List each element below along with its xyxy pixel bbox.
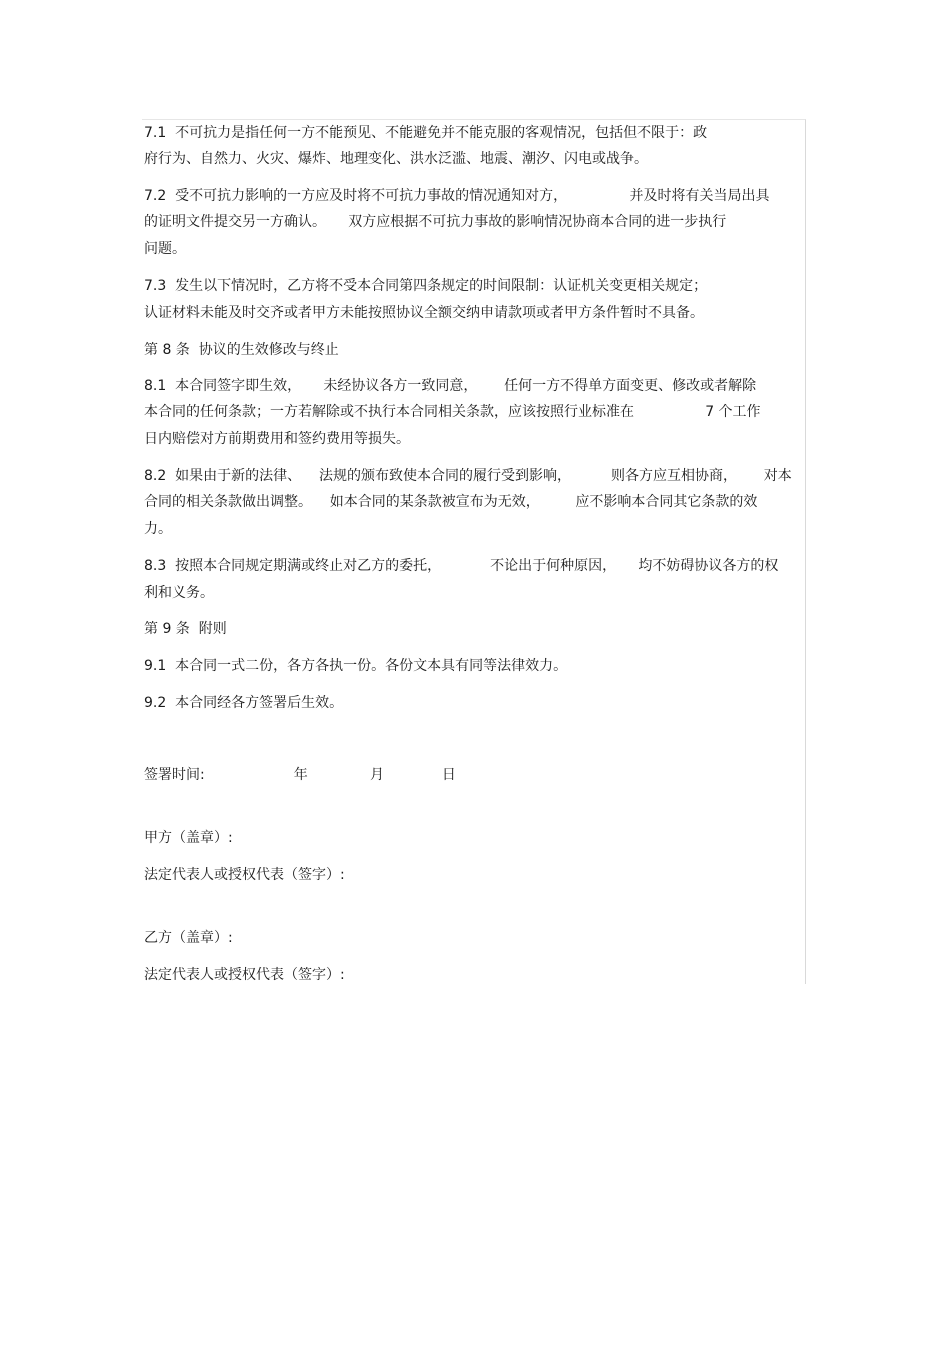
clause-8-2-line-1: 8.2 如果由于新的法律、 法规的颁布致使本合同的履行受到影响， 则各方应互相协商， 对本 [144,468,792,484]
clause-9-1: 9.1 本合同一式二份，各方各执一份。各份文本具有同等法律效力。 [144,658,568,674]
page-frame [142,119,806,984]
party-b-representative-label: 法定代表人或授权代表（签字）: [144,967,345,983]
clause-7-1-line-1: 7.1 不可抗力是指任何一方不能预见、不能避免并不能克服的客观情况，包括但不限于：政 [144,125,708,141]
party-a-representative-label: 法定代表人或授权代表（签字）: [144,867,345,883]
article-9-heading: 第 9 条 附则 [144,621,227,637]
clause-8-1-line-3: 日内赔偿对方前期费用和签约费用等损失。 [144,431,410,447]
clause-7-1-line-2: 府行为、自然力、火灾、爆炸、地理变化、洪水泛滥、地震、潮汐、闪电或战争。 [144,151,648,167]
clause-8-3-line-2: 利和义务。 [144,585,214,601]
clause-8-1-line-2: 本合同的任何条款；一方若解除或不执行本合同相关条款，应该按照行业标准在 7 个工作 [144,404,761,420]
clause-7-3-line-1: 7.3 发生以下情况时，乙方将不受本合同第四条规定的时间限制：认证机关变更相关规定； [144,278,708,294]
clause-8-2-line-3: 力。 [144,521,172,537]
clause-9-2: 9.2 本合同经各方签署后生效。 [144,695,344,711]
party-b-seal-label: 乙方（盖章）: [144,930,233,946]
clause-8-2-line-2: 合同的相关条款做出调整。 如本合同的某条款被宣布为无效， 应不影响本合同其它条款的效 [144,494,758,510]
clause-7-2-line-2: 的证明文件提交另一方确认。 双方应根据不可抗力事故的影响情况协商本合同的进一步执行 [144,214,727,230]
clause-7-2-line-3: 问题。 [144,241,186,257]
signing-date-line: 签署时间: 年 月 日 [144,767,456,783]
clause-7-3-line-2: 认证材料未能及时交齐或者甲方未能按照协议全额交纳申请款项或者甲方条件暂时不具备。 [144,305,704,321]
clause-7-2-line-1: 7.2 受不可抗力影响的一方应及时将不可抗力事故的情况通知对方， 并及时将有关当局出具 [144,188,770,204]
article-8-heading: 第 8 条 协议的生效修改与终止 [144,342,339,358]
clause-8-3-line-1: 8.3 按照本合同规定期满或终止对乙方的委托， 不论出于何种原因， 均不妨碍协议各方的权 [144,558,779,574]
clause-8-1-line-1: 8.1 本合同签字即生效， 未经协议各方一致同意， 任何一方不得单方面变更、修改或者解除 [144,378,757,394]
party-a-seal-label: 甲方（盖章）: [144,830,233,846]
